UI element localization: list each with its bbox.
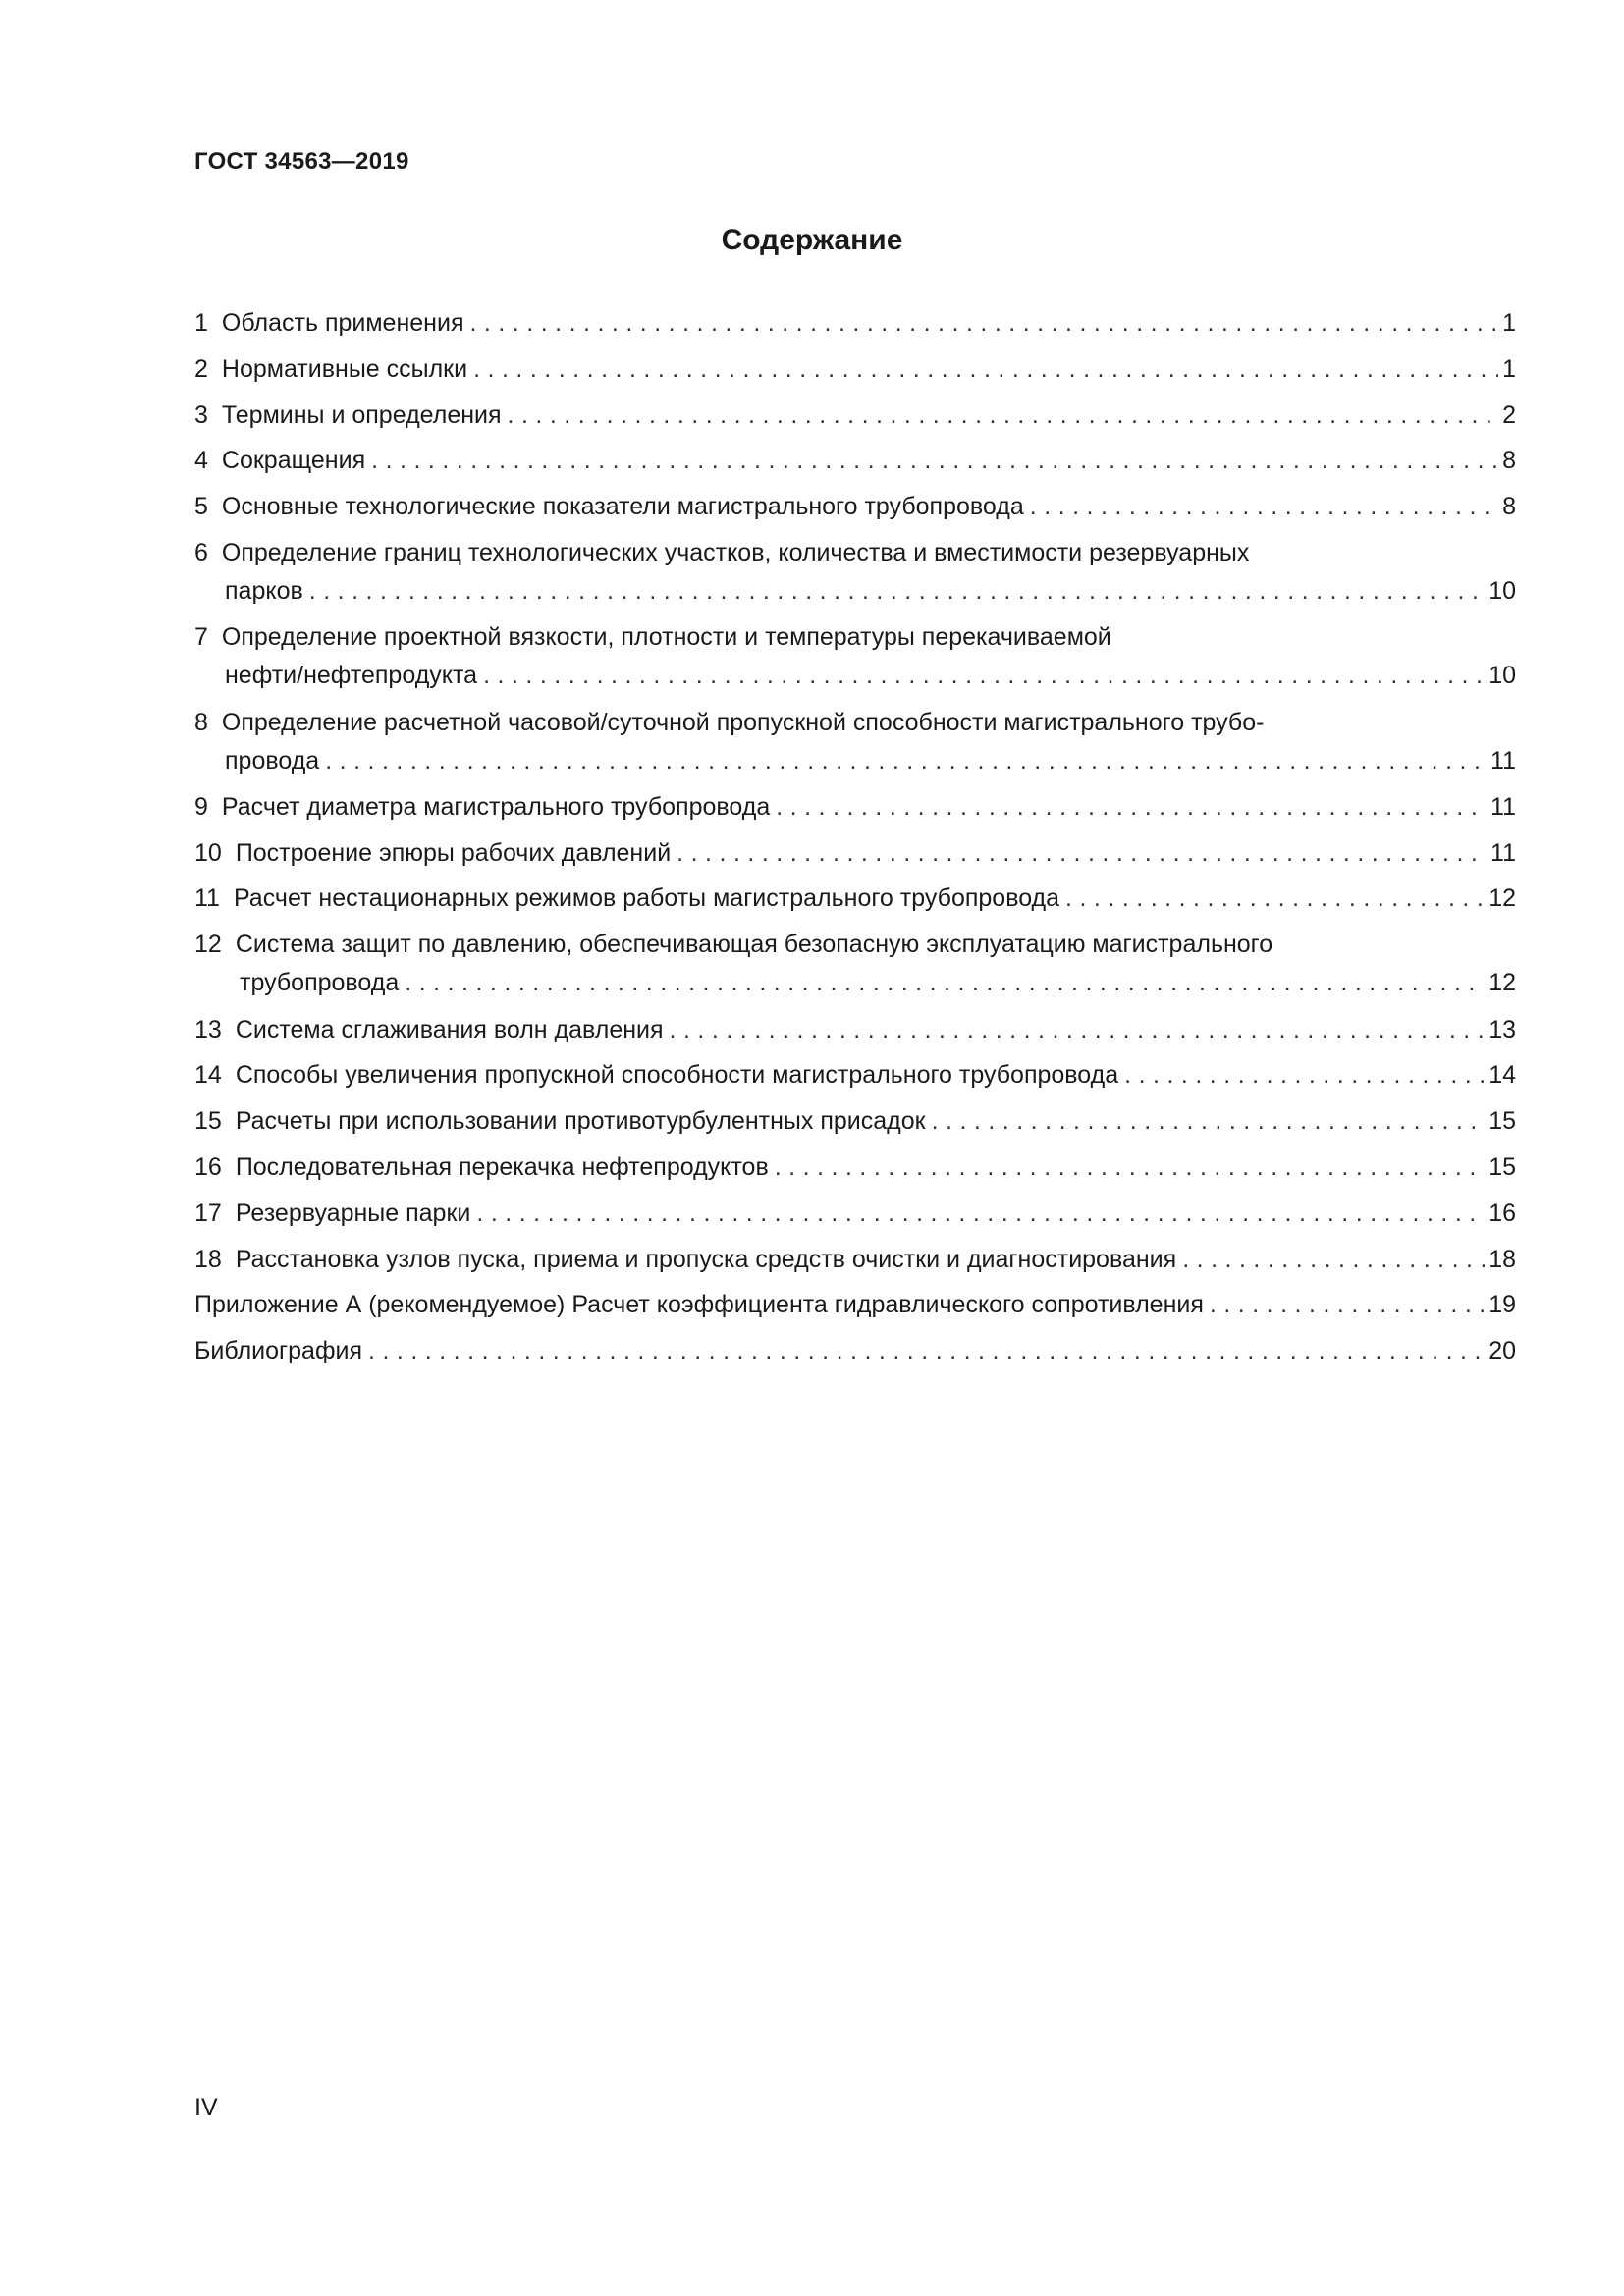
toc-entry-title: Определение расчетной часовой/суточной пропускной способности магистрального трубо-: [221, 708, 1265, 736]
toc-entry-page: 11: [1490, 792, 1516, 821]
toc-entry[interactable]: [194, 704, 1516, 780]
toc-entry[interactable]: [194, 1056, 1516, 1095]
toc-entry-number: 10: [194, 838, 222, 867]
toc-entry-title: Определение проектной вязкости, плотности и температуры перекачиваемой: [221, 623, 1111, 652]
toc-entry[interactable]: [194, 1195, 1516, 1233]
toc-entry-number: 17: [194, 1199, 222, 1227]
toc-entry-number: 9: [194, 792, 208, 821]
toc-entry[interactable]: [194, 350, 1516, 389]
toc-entry-title: Способы увеличения пропускной способности магистрального трубопровода: [235, 1061, 1119, 1090]
toc-entry-number: 2: [194, 354, 208, 383]
toc-leader-dots: [473, 350, 1498, 389]
toc-entry-number: 5: [194, 493, 208, 521]
toc-entry-page: 8: [1502, 493, 1516, 521]
toc-entry-page: 10: [1489, 576, 1516, 605]
toc-entry-page: 15: [1489, 1107, 1516, 1136]
toc-entry-page: 12: [1489, 969, 1516, 997]
toc-leader-dots: [368, 1332, 1485, 1370]
toc-entry[interactable]: [194, 442, 1516, 480]
toc-entry-number: 3: [194, 400, 208, 429]
toc-entry-title: Расчеты при использовании противотурбулентных присадок: [235, 1107, 926, 1136]
toc-leader-dots: [1182, 1241, 1485, 1279]
toc-entry-page: 18: [1489, 1245, 1516, 1273]
toc-leader-dots: [677, 834, 1487, 873]
toc-entry-number: 1: [194, 309, 208, 337]
toc-entry-title: провода: [225, 746, 320, 774]
toc-entry[interactable]: [194, 788, 1516, 827]
toc-leader-dots: [325, 742, 1487, 780]
toc-leader-dots: [670, 1011, 1486, 1049]
toc-entry-title: Расчет диаметра магистрального трубопровода: [221, 792, 771, 821]
toc-entry-page: 11: [1490, 838, 1516, 867]
toc-entry-title: Система сглаживания волн давления: [235, 1015, 664, 1043]
toc-entry-number: 8: [194, 708, 208, 736]
toc-leader-dots: [483, 657, 1485, 695]
table-of-contents: [194, 304, 1516, 1378]
toc-entry-number: 16: [194, 1152, 222, 1181]
toc-entry[interactable]: [194, 304, 1516, 343]
toc-leader-dots: [371, 442, 1498, 480]
toc-entry-title: трубопровода: [240, 969, 400, 997]
toc-entry-title: нефти/нефтепродукта: [225, 662, 478, 690]
toc-entry-title: Нормативные ссылки: [221, 354, 468, 383]
toc-leader-dots: [1065, 880, 1485, 918]
toc-entry-number: 6: [194, 538, 208, 566]
toc-entry-title: Построение эпюры рабочих давлений: [235, 838, 672, 867]
toc-entry-page: 20: [1489, 1337, 1516, 1365]
toc-entry[interactable]: [194, 926, 1516, 1002]
toc-entry-page: 2: [1502, 400, 1516, 429]
toc-entry-number: 7: [194, 623, 208, 652]
toc-entry[interactable]: [194, 1332, 1516, 1370]
toc-entry-number: 11: [194, 884, 220, 913]
toc-leader-dots: [1124, 1056, 1485, 1095]
toc-entry[interactable]: [194, 397, 1516, 435]
toc-entry-number: 12: [194, 931, 222, 959]
toc-leader-dots: [476, 1195, 1485, 1233]
toc-entry-number: 15: [194, 1107, 222, 1136]
toc-entry-page: 14: [1489, 1061, 1516, 1090]
toc-entry-number: 4: [194, 447, 208, 475]
toc-entry[interactable]: [194, 880, 1516, 918]
toc-entry-title: Основные технологические показатели магистрального трубопровода: [221, 493, 1024, 521]
toc-entry-page: 8: [1502, 447, 1516, 475]
document-code: ГОСТ 34563—2019: [194, 148, 409, 175]
toc-entry-page: 19: [1489, 1291, 1516, 1319]
toc-entry-number: 13: [194, 1015, 222, 1043]
toc-entry-title: Сокращения: [221, 447, 366, 475]
toc-entry[interactable]: [194, 488, 1516, 526]
toc-entry[interactable]: [194, 834, 1516, 873]
toc-leader-dots: [1210, 1286, 1485, 1324]
toc-leader-dots: [469, 304, 1498, 343]
toc-entry-title: Система защит по давлению, обеспечивающая безопасную эксплуатацию магистрального: [235, 931, 1273, 959]
toc-entry[interactable]: [194, 534, 1516, 611]
toc-entry-title: Приложение А (рекомендуемое) Расчет коэффициента гидравлического сопротивления: [194, 1291, 1204, 1319]
toc-entry-title: Термины и определения: [221, 400, 502, 429]
toc-entry-title: парков: [225, 576, 303, 605]
toc-leader-dots: [405, 964, 1485, 1002]
page-number: IV: [194, 2094, 218, 2121]
toc-entry[interactable]: [194, 1241, 1516, 1279]
toc-entry-page: 13: [1489, 1015, 1516, 1043]
toc-entry-title: Расчет нестационарных режимов работы магистрального трубопровода: [233, 884, 1060, 913]
toc-entry-page: 1: [1502, 309, 1516, 337]
toc-entry-title: Определение границ технологических участков, количества и вместимости резервуарных: [221, 538, 1250, 566]
toc-entry-page: 10: [1489, 662, 1516, 690]
toc-leader-dots: [1030, 488, 1498, 526]
toc-entry[interactable]: [194, 1011, 1516, 1049]
toc-entry-page: 16: [1489, 1199, 1516, 1227]
toc-entry[interactable]: [194, 618, 1516, 695]
toc-entry-title: Последовательная перекачка нефтепродуктов: [235, 1152, 769, 1181]
toc-entry-page: 12: [1489, 884, 1516, 913]
toc-leader-dots: [776, 788, 1487, 827]
toc-entry-title: Библиография: [194, 1337, 363, 1365]
toc-entry-title: Область применения: [221, 309, 464, 337]
toc-leader-dots: [508, 397, 1499, 435]
toc-entry-page: 15: [1489, 1152, 1516, 1181]
toc-entry-page: 1: [1502, 354, 1516, 383]
toc-entry[interactable]: [194, 1102, 1516, 1141]
toc-entry[interactable]: [194, 1148, 1516, 1187]
toc-entry-title: Расстановка узлов пуска, приема и пропуска средств очистки и диагностирования: [235, 1245, 1177, 1273]
toc-entry[interactable]: [194, 1286, 1516, 1324]
toc-entry-number: 18: [194, 1245, 222, 1273]
toc-leader-dots: [932, 1102, 1486, 1141]
toc-entry-page: 11: [1490, 746, 1516, 774]
toc-entry-number: 14: [194, 1061, 222, 1090]
toc-leader-dots: [309, 572, 1485, 611]
toc-leader-dots: [775, 1148, 1485, 1187]
toc-entry-title: Резервуарные парки: [235, 1199, 471, 1227]
toc-title: Содержание: [721, 224, 903, 256]
